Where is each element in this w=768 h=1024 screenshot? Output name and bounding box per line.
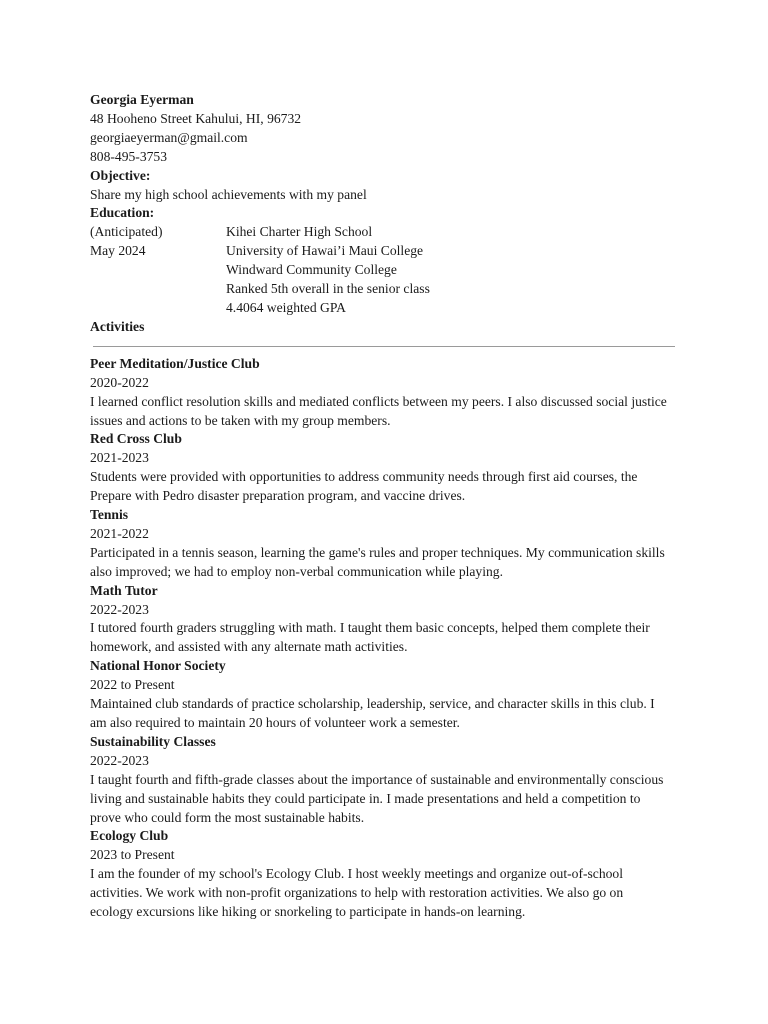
activity-item — [90, 827, 678, 922]
activity-description-line: issues and actions to be taken with my group members. — [90, 412, 391, 428]
activity-dates: 2022-2023 — [90, 752, 149, 768]
applicant-name: Georgia Eyerman — [90, 92, 194, 107]
activity-dates: 2021-2023 — [90, 450, 149, 466]
activity-description-line: living and sustainable habits they could participate in. I made presentations and held a competition to — [90, 790, 641, 806]
activity-title: Sustainability Classes — [90, 733, 216, 749]
activity-description-line: also improved; we had to employ non-verbal communication while playing. — [90, 563, 504, 579]
activity-item — [90, 582, 678, 658]
activity-description-line: activities. We work with non-profit organizations to help with restoration activities. We also go on — [90, 885, 624, 901]
activity-description-line: I taught fourth and fifth-grade classes about the importance of sustainable and environmentally conscious — [90, 771, 664, 787]
education-date-line: (Anticipated) — [90, 224, 163, 240]
activity-description-line: I am the founder of my school's Ecology Club. I host weekly meetings and organize out-of-school — [90, 866, 623, 882]
education-detail-line: Ranked 5th overall in the senior class — [226, 281, 430, 297]
phone-number: 808-495-3753 — [90, 148, 168, 164]
education-dates — [90, 223, 226, 318]
activity-title: Tennis — [90, 507, 129, 523]
activity-title: Ecology Club — [90, 828, 169, 844]
activity-description-line: Participated in a tennis season, learning the game's rules and proper techniques. My communication skills — [90, 544, 665, 560]
education-date-line: May 2024 — [90, 243, 146, 259]
education-detail-line: 4.4064 weighted GPA — [226, 299, 346, 315]
activity-description-line: Maintained club standards of practice scholarship, leadership, service, and character skills in this club. I — [90, 696, 655, 712]
education-detail-line: University of Hawai’i Maui College — [226, 243, 424, 259]
activities-list — [90, 355, 678, 922]
activity-description-line: Prepare with Pedro disaster preparation program, and vaccine drives. — [90, 488, 466, 504]
activity-description-line: I tutored fourth graders struggling with math. I taught them basic concepts, helped them complete their — [90, 620, 650, 636]
activity-title: Math Tutor — [90, 582, 158, 598]
activity-description-line: I learned conflict resolution skills and mediated conflicts between my peers. I also discussed social justice — [90, 393, 667, 409]
activity-title: Peer Meditation/Justice Club — [90, 355, 260, 371]
email-address: georgiaeyerman@gmail.com — [90, 129, 248, 145]
education-section — [90, 223, 678, 318]
activity-item — [90, 430, 678, 506]
activity-description-line: am also required to maintain 20 hours of volunteer work a semester. — [90, 715, 460, 730]
activity-dates: 2022-2023 — [90, 601, 149, 617]
activity-title: Red Cross Club — [90, 431, 182, 447]
activities-heading: Activities — [90, 318, 145, 334]
activity-dates: 2021-2022 — [90, 525, 149, 541]
activity-description-line: prove who could form the most sustainable habits. — [90, 809, 365, 825]
section-divider — [93, 346, 675, 347]
activity-dates: 2020-2022 — [90, 374, 149, 390]
activity-description-line: homework, and assisted with any alternate math activities. — [90, 639, 408, 655]
education-heading: Education: — [90, 205, 155, 221]
activity-item — [90, 657, 678, 733]
education-detail-line: Kihei Charter High School — [226, 224, 373, 240]
objective-heading: Objective: — [90, 167, 151, 183]
education-detail-line: Windward Community College — [226, 262, 397, 278]
activity-dates: 2022 to Present — [90, 677, 175, 693]
activity-title: National Honor Society — [90, 658, 226, 674]
activity-description-line: ecology excursions like hiking or snorkeling to participate in hands-on learning. — [90, 904, 526, 920]
activity-item — [90, 355, 678, 431]
activity-item — [90, 733, 678, 828]
activity-dates: 2023 to Present — [90, 847, 175, 863]
street-address: 48 Hooheno Street Kahului, HI, 96732 — [90, 110, 302, 126]
activity-item — [90, 506, 678, 582]
objective-text: Share my high school achievements with my panel — [90, 186, 367, 202]
activity-description-line: Students were provided with opportunities to address community needs through first aid courses, the — [90, 469, 638, 485]
education-details — [226, 223, 678, 318]
